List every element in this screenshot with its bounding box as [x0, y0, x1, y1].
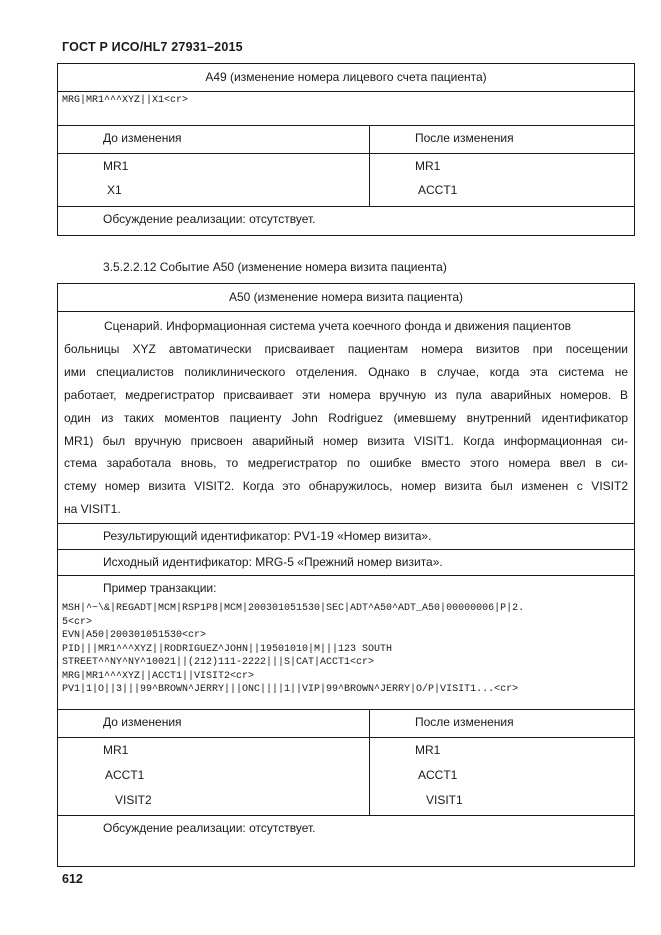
a50-scenario-row — [58, 312, 634, 524]
a49-code-row — [58, 92, 634, 126]
a50-example-label: Пример транзакции: — [103, 581, 217, 595]
a49-table — [57, 63, 635, 236]
scenario-line: ими специалистов поликлинического отделения. Однако в случае, когда эта система не — [64, 364, 628, 379]
a50-column-headers — [58, 710, 634, 738]
document-header: ГОСТ Р ИСО/HL7 27931–2015 — [62, 40, 243, 54]
a49-before-value: X1 — [107, 183, 122, 197]
scenario-line: стема заработала вновь, то медрегистратор по ошибке вместо этого номера ввел в си- — [64, 456, 628, 471]
scenario-line: MR1) был вручную присвоен аварийный номер визита VISIT1. Когда информационная си- — [64, 433, 628, 448]
a49-before-value: MR1 — [103, 159, 129, 173]
a50-after-value: MR1 — [415, 743, 441, 757]
a50-scenario — [58, 312, 634, 521]
a49-after-value: ACCT1 — [418, 183, 458, 197]
a49-discussion-row — [58, 207, 634, 235]
a50-example-row — [58, 576, 634, 710]
a50-result-id: Результирующий идентификатор: PV1-19 «Номер визита». — [103, 529, 432, 543]
a50-code-block — [62, 602, 524, 697]
scenario-line: Сценарий. Информационная система учета коечного фонда и движения пациентов — [104, 319, 572, 333]
page-number: 612 — [62, 872, 83, 886]
a50-discussion: Обсуждение реализации: отсутствует. — [103, 821, 316, 835]
a50-after-value: VISIT1 — [426, 793, 463, 807]
section-heading: 3.5.2.2.12 Событие A50 (изменение номера визита пациента) — [103, 260, 447, 274]
a50-before-label: До изменения — [103, 715, 182, 729]
a50-source-id: Исходный идентификатор: MRG-5 «Прежний номер визита». — [103, 555, 443, 569]
a50-result-id-row — [58, 524, 634, 550]
a50-source-id-row — [58, 550, 634, 576]
a49-title-text: A49 (изменение номера лицевого счета пациента) — [205, 70, 487, 84]
a49-after-label: После изменения — [415, 131, 514, 145]
a50-before-value: MR1 — [103, 743, 129, 757]
a49-column-headers — [58, 126, 634, 154]
a50-after-label: После изменения — [415, 715, 514, 729]
code-line: PID|||MR1^^^XYZ||RODRIGUEZ^JOHN||19501010|M|||123 SOUTH — [62, 643, 393, 655]
a50-table — [57, 283, 635, 867]
code-line: STREET^^NY^NY^10021||(212)111-2222|||S|CAT|ACCT1<cr> — [62, 657, 375, 668]
a50-title — [58, 284, 634, 312]
scenario-line: на VISIT1. — [64, 502, 121, 517]
a50-values — [58, 738, 634, 816]
a49-before-label: До изменения — [103, 131, 182, 145]
a49-after-value: MR1 — [415, 159, 441, 173]
a50-after-value: ACCT1 — [418, 768, 458, 782]
scenario-line: один из таких моментов пациенту John Rodriguez (имевшему внутренний идентификатор — [64, 410, 628, 425]
a50-title-text: A50 (изменение номера визита пациента) — [228, 290, 464, 304]
a50-discussion-row — [58, 816, 634, 843]
a50-before-value: ACCT1 — [105, 768, 145, 782]
scenario-line: работает, медрегистратор присваивает эти номера вручную из пула аварийных номеров. В — [64, 387, 628, 402]
a49-title — [58, 64, 634, 92]
code-line: EVN|A50|200301051530<cr> — [62, 630, 207, 641]
code-line: MRG|MR1^^^XYZ||ACCT1||VISIT2<cr> — [62, 670, 255, 682]
a50-before-value: VISIT2 — [115, 793, 152, 807]
scenario-line: стему номер визита VISIT2. Когда это обнаружилось, номер визита был изменен с VISIT2 — [64, 479, 628, 494]
scenario-line: больницы XYZ автоматически присваивает пациентам номера визитов при посещении — [64, 341, 628, 356]
code-line: PV1|1|O||3|||99^BROWN^JERRY|||ONC||||1||VIP|99^BROWN^JERRY|O/P|VISIT1...<cr> — [62, 684, 519, 695]
a49-code: MRG|MR1^^^XYZ||X1<cr> — [62, 95, 189, 106]
code-line: MSH|^~\&|REGADT|MCM|RSP1P8|MCM|200301051530|SEC|ADT^A50^ADT_A50|00000006|P|2. — [62, 603, 525, 614]
code-line: 5<cr> — [62, 616, 93, 628]
a49-values — [58, 154, 634, 207]
a49-discussion: Обсуждение реализации: отсутствует. — [103, 212, 316, 226]
